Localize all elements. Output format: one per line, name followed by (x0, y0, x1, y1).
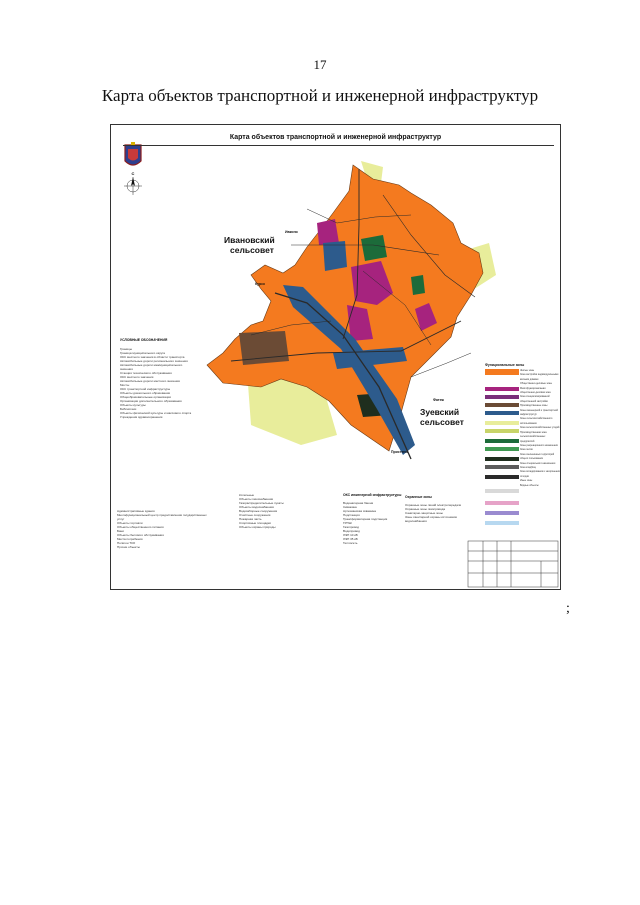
legend-item: ОКС местного значения в области транспорта (120, 355, 185, 359)
legend-item: Общеобразовательные организации (120, 395, 172, 399)
legend-item: Зоны специального назначения (520, 461, 556, 465)
legend-item: Водопровод (343, 529, 360, 533)
legend-item: Объекты охраны природы (239, 525, 276, 529)
legend-item: Объекты физической культуры и массового спорта (120, 411, 192, 415)
legend-item: Граница муниципального округа (120, 351, 165, 355)
legend-mid1-list (117, 509, 209, 549)
zuevsky-label-line2: сельсовет (420, 417, 464, 427)
compass-rose-icon (124, 177, 142, 195)
legend-right-swatches (485, 369, 519, 525)
legend-item: Производственные зоны (520, 404, 548, 408)
road-destination-bottom: Пристень (391, 450, 408, 454)
legend-item: Места погребения (117, 537, 143, 541)
legend-left-list (120, 347, 192, 419)
legend-item: ГРПШ (343, 521, 352, 525)
legend-mid4-header: Охранные зоны (405, 495, 432, 499)
legend-item: Зона лесов (520, 448, 533, 452)
legend-right-header: Функциональные зоны (485, 363, 525, 367)
document-title: Карта объектов транспортной и инженерной инфраструктур (101, 86, 539, 105)
legend-item: Административные здания (117, 509, 155, 513)
legend-item: Подстанция (343, 513, 360, 517)
legend-item: Зона озеленённых территорий общего пользования (520, 452, 555, 461)
legend-item: Охранные зоны линий электропередачи (405, 503, 462, 507)
legend-item: Скважина (343, 505, 357, 509)
legend-item: Котельные (239, 493, 255, 497)
legend-item: Мосты (120, 383, 130, 387)
legend-item: Прочие объекты (117, 545, 140, 549)
legend-item: Полигон ТКО (117, 541, 136, 545)
legend-item: Зоны рекреационного назначения (520, 443, 558, 447)
legend-item: Зона специализированной общественной застройки (520, 395, 550, 403)
legend-item: Учреждения здравоохранения (120, 415, 163, 419)
legend-item: Организации дополнительного образования (120, 399, 182, 403)
legend-item: ОКС транспортной инфраструктуры (120, 387, 171, 391)
legend-right-list (520, 369, 560, 488)
legend-item: Зона кладбищ (520, 465, 536, 469)
legend-mid3-list (343, 501, 401, 545)
legend-item: Многофункциональный центр предоставления государственных услуг (117, 513, 207, 521)
trailing-semicolon: ; (566, 601, 570, 616)
legend-item: Зона складирования и захоронения отходов (520, 470, 560, 478)
ivanovsky-label-line2: сельсовет (230, 245, 274, 255)
compass-north-label: С (131, 171, 135, 176)
title-rule (123, 145, 554, 146)
legend-left-header: УСЛОВНЫЕ ОБОЗНАЧЕНИЯ (120, 338, 168, 342)
legend-item: Спортивные площадки (239, 521, 271, 525)
zuevsky-label-line1: Зуевский (420, 407, 460, 417)
legend-item: Многофункциональная общественно-деловая зона (520, 386, 551, 395)
legend-item: Границы (120, 347, 132, 351)
legend-item: Станция технического обслуживания (120, 371, 172, 375)
legend-item: Водозаборные сооружения (239, 509, 278, 513)
legend-item: ЛЭП 10 кВ (343, 533, 358, 537)
legend-item: Очистные сооружения (239, 513, 271, 517)
legend-item: Объекты водоснабжения (239, 505, 274, 509)
legend-mid4-list (405, 503, 467, 523)
legend-item: Объекты дошкольного образования (120, 391, 171, 395)
legend-item: Объекты торговли (117, 521, 143, 525)
ivanovsky-label-line1: Ивановский (224, 235, 275, 245)
legend-item: Артезианская скважина (343, 509, 376, 513)
legend-item: Теплосеть (343, 541, 358, 545)
legend-item: Санитарно-защитные зоны (405, 511, 443, 515)
legend-item: Зона застройки индивидуальными жилыми домами (520, 373, 559, 381)
map-sheet (110, 124, 561, 590)
legend-item: Объекты общественного питания (117, 525, 164, 529)
legend-item: Газораспределительные пункты (239, 501, 284, 505)
legend-item: Автомобильные дороги межмуниципального значения (120, 363, 183, 371)
legend-item: Жилые зоны (520, 369, 535, 372)
legend-item: Пожарная часть (239, 517, 262, 521)
legend-mid3-header: ОКС инженерной инфраструктуры (343, 493, 402, 497)
map-sheet-title: Карта объектов транспортной и инженерной инфраструктур (229, 134, 442, 141)
legend-item: Водные объекты (520, 483, 539, 487)
road-destination-right: Фатеж (433, 398, 445, 402)
legend-mid2-list (239, 493, 337, 529)
legend-item: Общественно-деловые зоны (520, 382, 552, 386)
legend-item: Зона сельскохозяйственных угодий (520, 426, 560, 430)
road-destination-left: Курск (255, 282, 265, 286)
legend-item: Зоны инженерной и транспортной инфраструктур (520, 408, 558, 417)
legend-item: ОКС местного значения (120, 375, 154, 379)
legend-item: ЛЭП 35 кВ (343, 537, 358, 541)
legend-item: Газопровод (343, 525, 359, 529)
legend-item: Иные зоны (520, 479, 533, 483)
legend-item: Трансформаторная подстанция (343, 517, 388, 521)
legend-item: Бани (117, 529, 124, 533)
legend-item: Водонапорная башня (343, 501, 374, 505)
legend-item: Зоны сельскохозяйственного использования (520, 417, 553, 425)
legend-item: Объекты культуры (120, 403, 146, 407)
legend-item: Объекты газоснабжения (239, 497, 274, 501)
legend-item: Производственная зона сельскохозяйственных предприятий (520, 430, 547, 443)
page-number: 17 (313, 57, 327, 72)
legend-item: Библиотеки (120, 407, 137, 411)
road-destination-top: Ивкино (285, 230, 298, 234)
legend-item: Автомобильные дороги местного значения (120, 379, 180, 383)
legend-item: Зоны санитарной охраны источников водоснабжения (405, 515, 457, 523)
legend-item: Охранные зоны газопровода (405, 507, 445, 511)
legend-item: Объекты бытового обслуживания (117, 533, 164, 537)
legend-item: Автомобильные дороги регионального значения (120, 359, 188, 363)
title-block (468, 541, 558, 587)
